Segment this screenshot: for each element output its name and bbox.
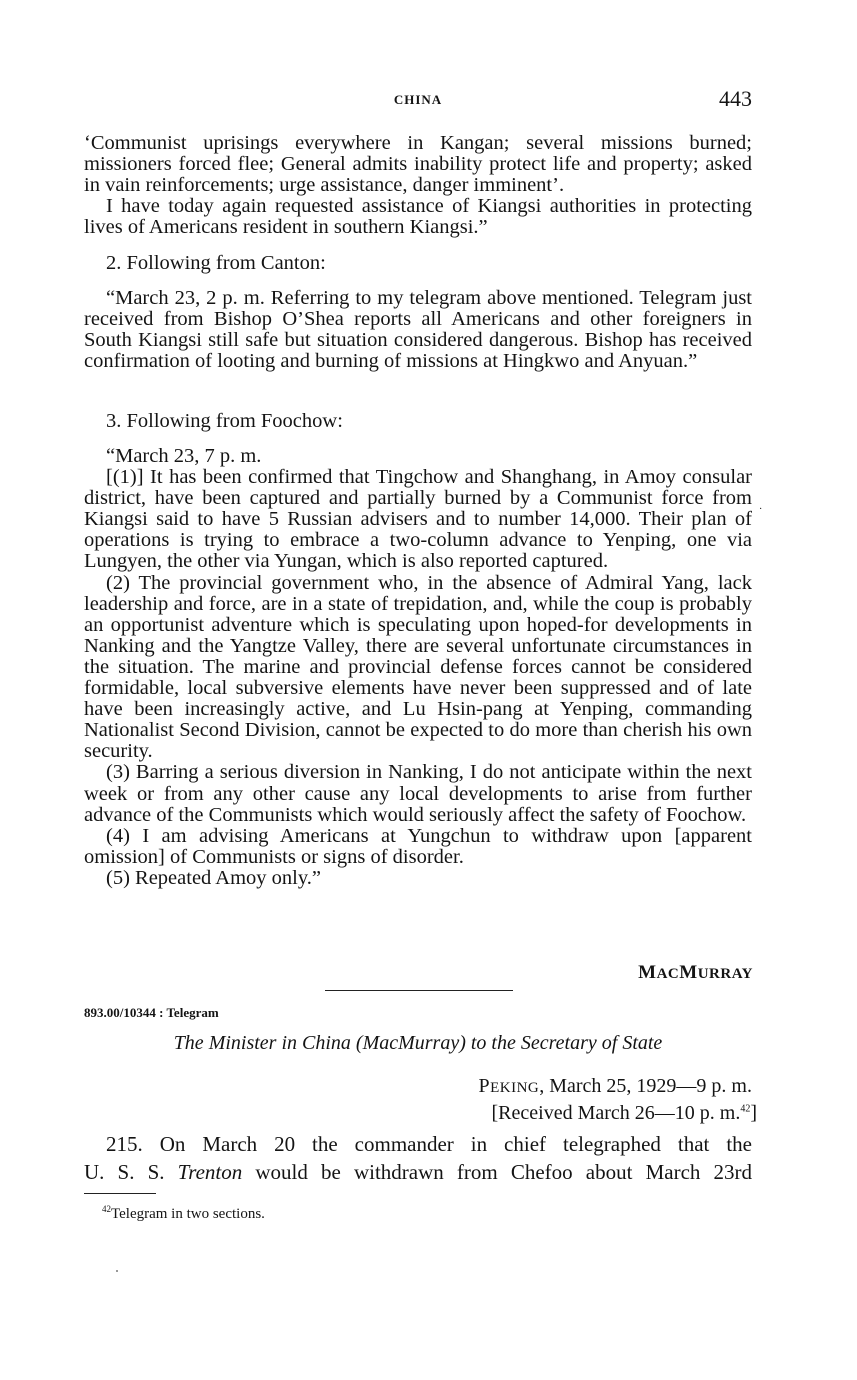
- canton-telegram: [84, 288, 752, 372]
- running-head: CHINA: [393, 92, 443, 107]
- paragraph-line: U. S. S. Trenton would be withdrawn from Chefoo about March 23rd: [84, 1160, 753, 1184]
- file-number: 893.00/10344 : Telegram: [84, 1005, 219, 1020]
- telegram-date: “March 23, 7 p. m.: [106, 445, 262, 467]
- paragraph: (3) Barring a serious diversion in Nanking, I do not anticipate within the next week or from any other cause any local developments to arise from further advance of the Communists which would seriously affect the safety of Foochow.: [84, 761, 752, 826]
- dateline: PEKING, March 25, 1929—9 p. m.: [478, 1075, 752, 1097]
- scan-speck: [116, 1270, 118, 1272]
- item-3-heading-block: [84, 411, 752, 432]
- paragraph: (5) Repeated Amoy only.”: [106, 866, 321, 889]
- margin-mark: ·: [759, 504, 763, 515]
- footnote: $^{42}$Telegram in two sections.: [102, 1204, 265, 1222]
- paragraph: (2) The provincial government who, in the absence of Admiral Yang, lack leadership and force, are in a state of trepidation, and, while the coup is probably an opportunist adventure which is speculating upon hoped-for developments in Nanking and the Yangtze Valley, there are several unfortunate circumstances in the situation. The marine and provincial defense forces cannot be considered formidable, local subversive elements have never been suppressed and of late have been increasingly active, and Lu Hsin-pang at Yenping, commanding Nationalist Second Division, cannot be expected to do more than cherish his own security.: [84, 571, 752, 763]
- paragraph: ‘Communist uprisings everywhere in Kangan; several missions burned; missioners forced flee; General admits inability protect life and property; asked in vain reinforcements; urge assistance, danger imminent’.: [84, 132, 752, 197]
- foochow-telegram: [84, 446, 752, 889]
- ship-name: Trenton: [177, 1160, 243, 1184]
- paragraph: (4) I am advising Americans at Yungchun to withdraw upon [apparent omission] of Communists or signs of disorder.: [84, 824, 752, 868]
- footnote-rule: [84, 1193, 156, 1194]
- item-heading: 3. Following from Foochow:: [106, 410, 343, 432]
- page-header: [84, 86, 752, 116]
- item-2-heading-block: [84, 253, 752, 274]
- telegram-body: [84, 1130, 752, 1186]
- paragraph: [(1)] It has been confirmed that Tingchow and Shanghang, in Amoy consular district, have been captured and partially burned by a Communist force from Kiangsi said to have 5 Russian advisers and to number 14,000. Their plan of operations is trying to embrace a two-column advance to Yenping, one via Lungyen, the other via Yungan, which is also reported captured.: [84, 466, 752, 573]
- document-title: The Minister in China (MacMurray) to the Secretary of State: [173, 1032, 663, 1054]
- paragraph: I have today again requested assistance of Kiangsi authorities in protecting lives of Americans resident in southern Kiangsi.”: [84, 195, 752, 239]
- paragraph-line: 215. On March 20 the commander in chief telegraphed that the: [106, 1132, 752, 1156]
- quoted-telegram-end: [84, 133, 752, 238]
- page-number: 443: [719, 86, 752, 111]
- paragraph: “March 23, 2 p. m. Referring to my telegram above mentioned. Telegram just received from Bishop O’Shea reports all Americans and other foreigners in South Kiangsi still safe but situation considered dangerous. Bishop has received confirmation of looting and burning of missions at Hingkwo and Anyuan.”: [84, 287, 752, 373]
- received-line: [Received March 26—10 p. m.$^{42}$]: [491, 1102, 757, 1124]
- signature: MACMURRAY: [638, 962, 753, 983]
- item-heading: 2. Following from Canton:: [106, 252, 326, 274]
- section-divider: [325, 990, 513, 991]
